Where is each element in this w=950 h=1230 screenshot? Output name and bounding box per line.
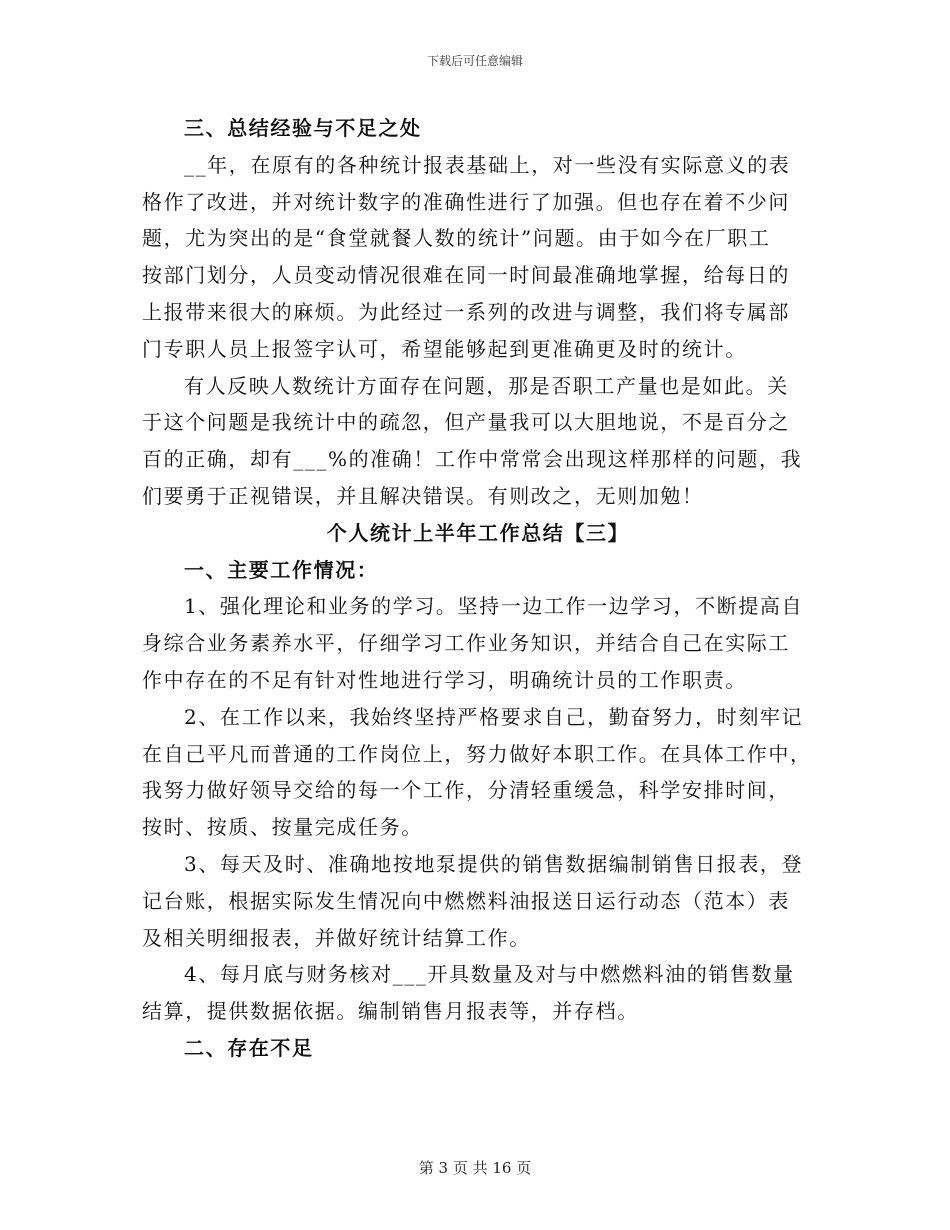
paragraph-line: 百的正确，却有___%的准确！工作中常常会出现这样那样的问题，我 <box>142 447 803 472</box>
paragraph-line: 1、强化理论和业务的学习。坚持一边工作一边学习，不断提高自 <box>184 594 804 619</box>
paragraph-line: 在自己平凡而普通的工作岗位上，努力做好本职工作。在具体工作中， <box>142 741 812 766</box>
paragraph-line: 我努力做好领导交给的每一个工作，分清轻重缓急，科学安排时间， <box>142 778 790 803</box>
page-footer: 第 3 页 共 16 页 <box>418 1159 532 1177</box>
paragraph-line: 结算，提供数据依据。编制销售月报表等，并存档。 <box>142 999 639 1024</box>
paragraph-line: 有人反映人数统计方面存在问题，那是否职工产量也是如此。关 <box>184 373 789 398</box>
paragraph-line: 们要勇于正视错误，并且解决错误。有则改之，无则加勉！ <box>142 483 704 508</box>
paragraph-line: 按时、按质、按量完成任务。 <box>142 815 423 840</box>
section-heading-summary: 三、总结经验与不足之处 <box>184 116 422 140</box>
page-header: 下载后可任意编辑 <box>426 54 523 68</box>
paragraph-line: 按部门划分，人员变动情况很难在同一时间最准确地掌握，给每日的 <box>142 263 790 288</box>
paragraph-line: 门专职人员上报签字认可，希望能够起到更准确更及时的统计。 <box>142 336 747 361</box>
paragraph-line: 及相关明细报表，并做好统计结算工作。 <box>142 925 531 950</box>
document-title: 个人统计上半年工作总结【三】 <box>326 520 630 545</box>
paragraph-line: 4、每月底与财务核对___开具数量及对与中燃燃料油的销售数量 <box>184 962 795 987</box>
paragraph-line: 3、每天及时、准确地按地泵提供的销售数据编制销售日报表，登 <box>184 851 804 876</box>
paragraph-line: 2、在工作以来，我始终坚持严格要求自己，勤奋努力，时刻牢记 <box>184 704 804 729</box>
section-heading-main-work: 一、主要工作情况： <box>184 557 379 582</box>
paragraph-line: 作中存在的不足有针对性地进行学习，明确统计员的工作职责。 <box>142 667 747 692</box>
paragraph-line: 上报带来很大的麻烦。为此经过一系列的改进与调整，我们将专属部 <box>142 299 790 324</box>
paragraph-line: __年，在原有的各种统计报表基础上，对一些没有实际意义的表 <box>184 152 791 177</box>
paragraph-line: 格作了改进，并对统计数字的准确性进行了加强。但也存在着不少问 <box>142 189 790 214</box>
paragraph-line: 于这个问题是我统计中的疏忽，但产量我可以大胆地说，不是百分之 <box>142 410 790 435</box>
paragraph-line: 题，尤为突出的是“食堂就餐人数的统计”问题。由于如今在厂职工 <box>142 226 771 251</box>
document-body <box>142 110 814 1067</box>
paragraph-line: 记台账，根据实际发生情况向中燃燃料油报送日运行动态（范本）表 <box>142 888 790 913</box>
paragraph-line: 身综合业务素养水平，仔细学习工作业务知识，并结合自己在实际工 <box>142 631 790 656</box>
section-heading-shortcomings: 二、存在不足 <box>184 1035 314 1060</box>
